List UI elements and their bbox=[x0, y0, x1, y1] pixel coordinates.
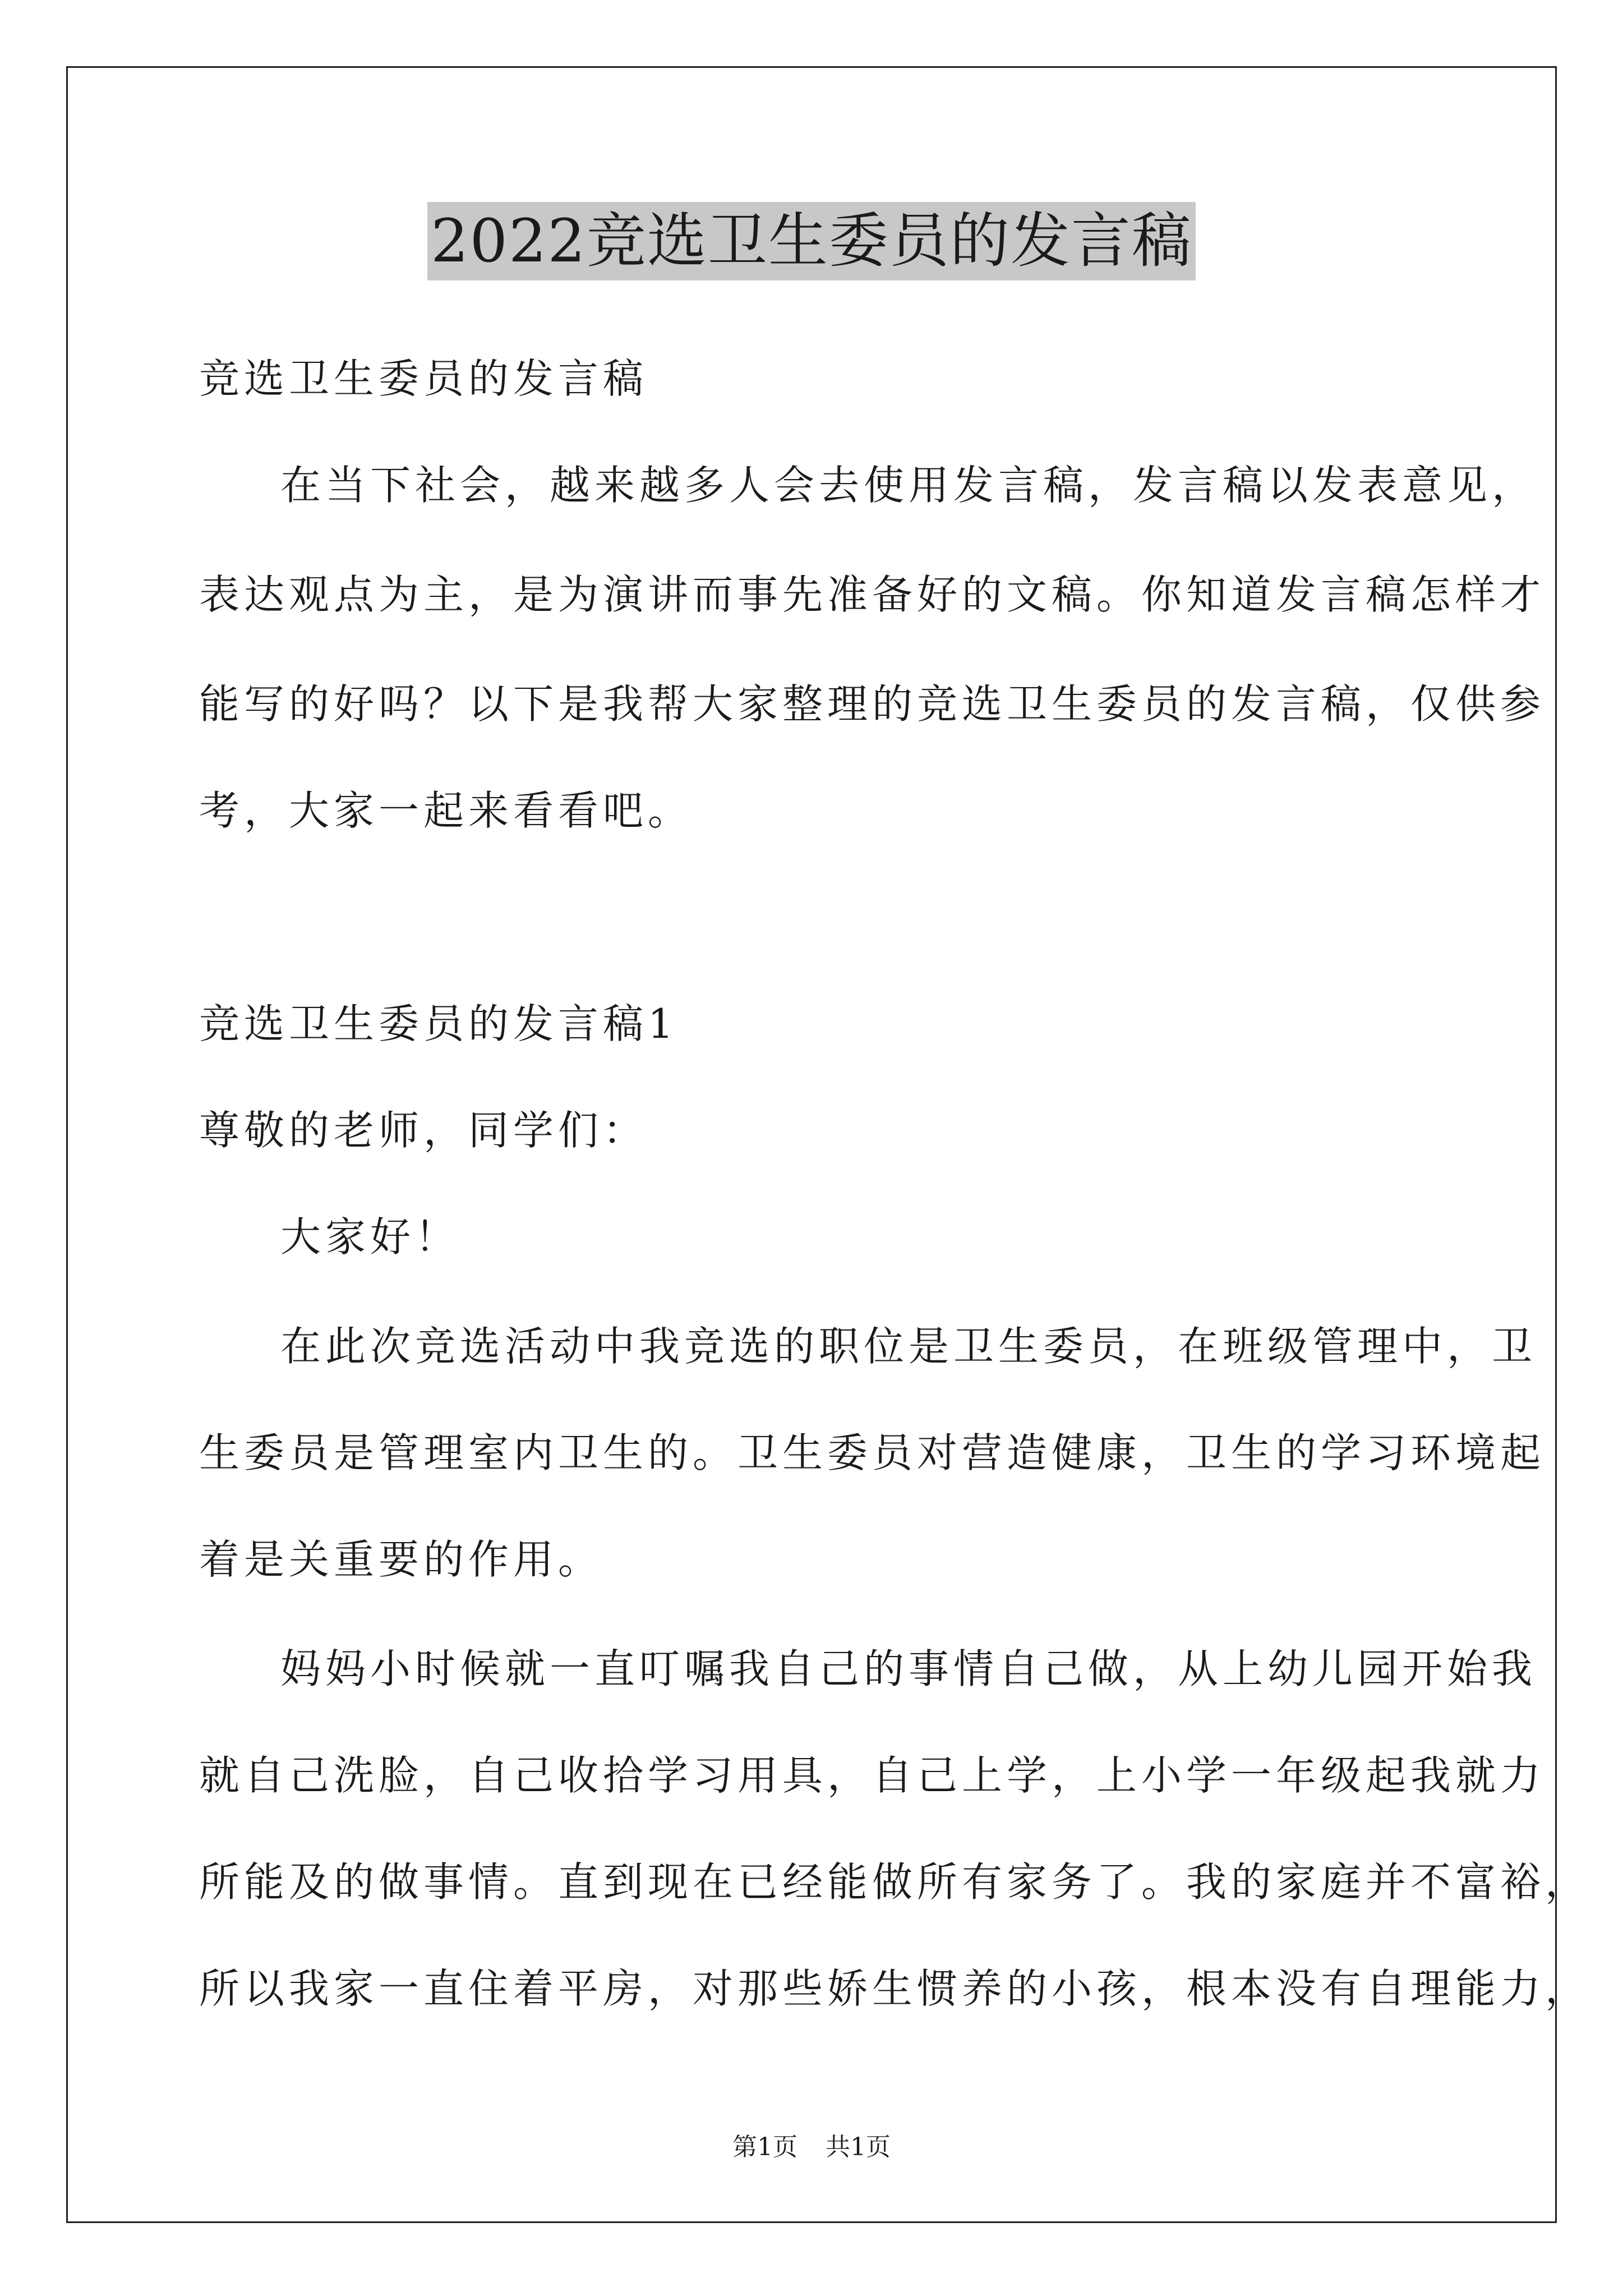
page-total: 共1页 bbox=[826, 2133, 891, 2161]
body-line: 所以我家一直住着平房，对那些娇生惯养的小孩，根本没有自理能力， bbox=[199, 1965, 1590, 2012]
salutation: 尊敬的老师，同学们： bbox=[199, 1107, 648, 1154]
body-line: 在此次竞选活动中我竞选的职位是卫生委员，在班级管理中，卫 bbox=[280, 1323, 1537, 1370]
title-area bbox=[0, 202, 1623, 280]
body-line: 生委员是管理室内卫生的。卫生委员对营造健康，卫生的学习环境起 bbox=[199, 1429, 1546, 1476]
greeting: 大家好！ bbox=[280, 1213, 460, 1260]
body-line: 着是关重要的作用。 bbox=[199, 1536, 603, 1583]
body-line: 能写的好吗？以下是我帮大家整理的竞选卫生委员的发言稿，仅供参 bbox=[199, 680, 1546, 728]
body-line: 妈妈小时候就一直叮嘱我自己的事情自己做，从上幼儿园开始我 bbox=[280, 1645, 1537, 1692]
page-footer bbox=[0, 2132, 1623, 2163]
section-heading: 竞选卫生委员的发言稿1 bbox=[199, 1000, 678, 1047]
body-line: 就自己洗脸，自己收拾学习用具，自己上学，上小学一年级起我就力 bbox=[199, 1752, 1546, 1799]
subtitle-line: 竞选卫生委员的发言稿 bbox=[199, 355, 648, 402]
body-line: 所能及的做事情。直到现在已经能做所有家务了。我的家庭并不富裕， bbox=[199, 1858, 1590, 1906]
page-number: 第1页 bbox=[732, 2133, 797, 2161]
body-line: 在当下社会，越来越多人会去使用发言稿，发言稿以发表意见， bbox=[280, 462, 1537, 509]
document-title: 2022竞选卫生委员的发言稿 bbox=[427, 202, 1196, 280]
body-line: 考，大家一起来看看吧。 bbox=[199, 787, 693, 834]
body-line: 表达观点为主，是为演讲而事先准备好的文稿。你知道发言稿怎样才 bbox=[199, 571, 1546, 618]
